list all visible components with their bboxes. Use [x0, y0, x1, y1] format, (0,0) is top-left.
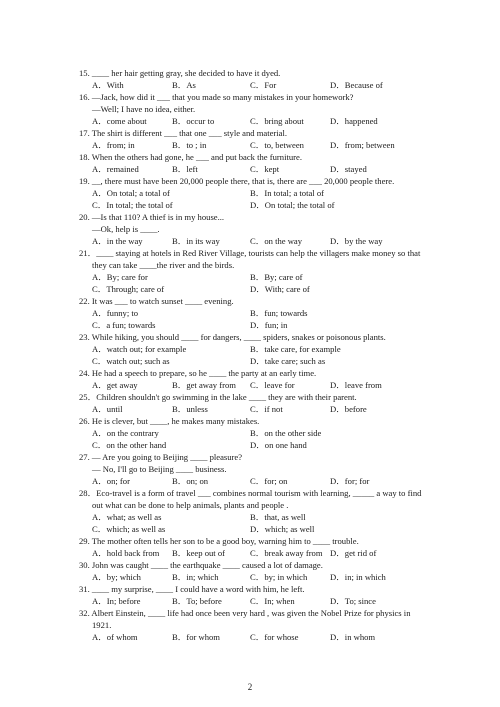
question-stem: 16. —Jack, how did it ___ that you made so many mistakes in your homework? — [79, 92, 354, 102]
option-row — [0, 571, 500, 583]
option-row — [0, 199, 500, 211]
answer-option[interactable]: D．To; since — [330, 596, 376, 606]
answer-option[interactable]: C．on the way — [250, 236, 303, 246]
question-stem: 26. He is clever, but ____, he makes many mistakes. — [79, 416, 260, 426]
answer-option[interactable]: B．take care, for example — [250, 344, 341, 354]
answer-option[interactable]: D．from; between — [330, 140, 395, 150]
question-stem: 28．Eco-travel is a form of travel ___ combines normal tourism with learning, _____ a way to find — [79, 488, 422, 498]
option-row — [0, 631, 500, 643]
answer-option[interactable]: A．get away — [92, 380, 138, 390]
option-row — [0, 235, 500, 247]
answer-option[interactable]: C．In total; the total of — [92, 200, 173, 210]
question-stem: 27. — Are you going to Beijing ____ pleasure? — [79, 452, 243, 462]
answer-option[interactable]: B．In total; a total of — [250, 188, 324, 198]
question-24 — [0, 367, 500, 391]
question-stem-continuation: —Well; I have no idea, either. — [92, 104, 196, 114]
question-stem: 20. —Is that 110? A thief is in my house... — [79, 212, 225, 222]
question-21 — [0, 247, 500, 295]
question-stem-continuation: they can take ____the river and the birds. — [92, 260, 235, 270]
question-28 — [0, 487, 500, 535]
answer-option[interactable]: D．stayed — [330, 164, 367, 174]
option-row — [0, 343, 500, 355]
question-stem: 29. The mother often tells her son to be a good boy, warning him to ____ trouble. — [79, 536, 359, 546]
answer-option[interactable]: A．By; care for — [92, 272, 148, 282]
answer-option[interactable]: C．a fun; towards — [92, 320, 156, 330]
question-32 — [0, 607, 500, 643]
question-23 — [0, 331, 500, 367]
answer-option[interactable]: B．get away from — [172, 380, 236, 390]
answer-option[interactable]: A．With — [92, 80, 124, 90]
answer-option[interactable]: A．of whom — [92, 632, 138, 642]
question-20 — [0, 211, 500, 247]
question-stem-continuation: — No, I'll go to Beijing ____ business. — [92, 464, 227, 474]
question-18 — [0, 151, 500, 175]
answer-option[interactable]: D．get rid of — [330, 548, 377, 558]
answer-option[interactable]: A．In; before — [92, 596, 141, 606]
answer-option[interactable]: D．which; as well — [250, 524, 315, 534]
option-row — [0, 115, 500, 127]
answer-option[interactable]: C．to, between — [250, 140, 304, 150]
answer-option[interactable]: A．what; as well as — [92, 512, 162, 522]
answer-option[interactable]: C．by; in which — [250, 572, 308, 582]
answer-option[interactable]: A．on; for — [92, 476, 130, 486]
question-stem: 19. __, there must have been 20,000 people there, that is, there are ___ 20,000 people there. — [79, 176, 395, 186]
answer-option[interactable]: C．which; as well as — [92, 524, 166, 534]
option-row — [0, 283, 500, 295]
answer-option[interactable]: D．happened — [330, 116, 378, 126]
option-row — [0, 271, 500, 283]
option-row — [0, 595, 500, 607]
answer-option[interactable]: A．from; in — [92, 140, 135, 150]
answer-option[interactable]: C．watch out; such as — [92, 356, 170, 366]
question-stem: 24. He had a speech to prepare, so he ____ the party at an early time. — [79, 368, 317, 378]
answer-option[interactable]: A．by; which — [92, 572, 141, 582]
answer-option[interactable]: C．if not — [250, 404, 283, 414]
answer-option[interactable]: C．Through; care of — [92, 284, 165, 294]
answer-option[interactable]: A．On total; a total of — [92, 188, 170, 198]
answer-option[interactable]: A．watch out; for example — [92, 344, 187, 354]
answer-option[interactable]: B．occur to — [172, 116, 215, 126]
answer-option[interactable]: D．before — [330, 404, 367, 414]
answer-option[interactable]: D．by the way — [330, 236, 383, 246]
question-stem-continuation: out what can be done to help animals, plants and people . — [92, 500, 289, 510]
answer-option[interactable]: D．fun; in — [250, 320, 288, 330]
answer-option[interactable]: B．left — [172, 164, 198, 174]
answer-option[interactable]: C．leave for — [250, 380, 295, 390]
question-stem: 15. ____ her hair getting gray, she decided to have it dyed. — [79, 68, 281, 78]
answer-option[interactable]: A．on the contrary — [92, 428, 159, 438]
question-stem: 30. John was caught ____ the earthquake ____ caused a lot of damage. — [79, 560, 323, 570]
question-17 — [0, 127, 500, 151]
answer-option[interactable]: D．With; care of — [250, 284, 310, 294]
answer-option[interactable]: B．in; which — [172, 572, 219, 582]
answer-option[interactable]: A．in the way — [92, 236, 143, 246]
option-row — [0, 355, 500, 367]
answer-option[interactable]: B．As — [172, 80, 196, 90]
answer-option[interactable]: C．kept — [250, 164, 280, 174]
answer-option[interactable]: D．leave from — [330, 380, 382, 390]
answer-option[interactable]: C．In; when — [250, 596, 295, 606]
answer-option[interactable]: A．remained — [92, 164, 139, 174]
answer-option[interactable]: B．fun; towards — [250, 308, 308, 318]
answer-option[interactable]: D．on one hand — [250, 440, 307, 450]
answer-option[interactable]: A．come about — [92, 116, 147, 126]
question-30 — [0, 559, 500, 583]
answer-option[interactable]: B．keep out of — [172, 548, 225, 558]
answer-option[interactable]: C．for whose — [250, 632, 299, 642]
option-row — [0, 403, 500, 415]
question-stem: 17. The shirt is different ___ that one ___ style and material. — [79, 128, 288, 138]
option-row — [0, 427, 500, 439]
answer-option[interactable]: B．on the other side — [250, 428, 322, 438]
question-stem: 32. Albert Einstein, ____ life had once been very hard , was given the Nobel Prize for physics in — [79, 608, 411, 618]
question-16 — [0, 91, 500, 127]
option-row — [0, 307, 500, 319]
option-row — [0, 187, 500, 199]
answer-option[interactable]: C．for; on — [250, 476, 288, 486]
answer-option[interactable]: B．To; before — [172, 596, 222, 606]
answer-option[interactable]: D．in; in which — [330, 572, 386, 582]
question-15 — [0, 67, 500, 91]
question-26 — [0, 415, 500, 451]
answer-option[interactable]: B．in its way — [172, 236, 220, 246]
answer-option[interactable]: B．that, as well — [250, 512, 306, 522]
question-25 — [0, 391, 500, 415]
option-row — [0, 139, 500, 151]
question-stem: 25．Children shouldn't go swimming in the lake ____ they are with their parent. — [79, 392, 357, 402]
answer-option[interactable]: C．bring about — [250, 116, 304, 126]
answer-option[interactable]: D．in whom — [330, 632, 376, 642]
option-row — [0, 79, 500, 91]
answer-option[interactable]: D．for; for — [330, 476, 370, 486]
option-row — [0, 439, 500, 451]
answer-option[interactable]: C．break away from — [250, 548, 323, 558]
page-number: 2 — [247, 682, 253, 692]
answer-option[interactable]: D．On total; the total of — [250, 200, 335, 210]
option-row — [0, 475, 500, 487]
question-31 — [0, 583, 500, 607]
option-row — [0, 319, 500, 331]
answer-option[interactable]: A．funny; to — [92, 308, 139, 318]
answer-option[interactable]: D．take care; such as — [250, 356, 326, 366]
question-stem: 18. When the others had gone, he ___ and put back the furniture. — [79, 152, 302, 162]
option-row — [0, 379, 500, 391]
answer-option[interactable]: B．By; care of — [250, 272, 303, 282]
option-row — [0, 511, 500, 523]
question-stem: 21．____ staying at hotels in Red River Village, tourists can help the villagers make money so that — [79, 248, 421, 258]
answer-option[interactable]: A．until — [92, 404, 123, 414]
question-stem: 31. ____ my surprise, ____ I could have a word with him, he left. — [79, 584, 305, 594]
question-stem-continuation: —Ok, help is ____. — [92, 224, 160, 234]
question-22 — [0, 295, 500, 331]
answer-option[interactable]: C．For — [250, 80, 277, 90]
answer-option[interactable]: B．to ; in — [172, 140, 207, 150]
question-stem: 22. It was ___ to watch sunset ____ evening. — [79, 296, 234, 306]
question-stem: 23. While hiking, you should ____ for dangers, ____ spiders, snakes or poisonous plants. — [79, 332, 386, 342]
question-stem-continuation: 1921. — [92, 620, 112, 630]
answer-option[interactable]: B．unless — [172, 404, 208, 414]
question-19 — [0, 175, 500, 211]
option-row — [0, 547, 500, 559]
question-27 — [0, 451, 500, 487]
question-29 — [0, 535, 500, 559]
option-row — [0, 523, 500, 535]
answer-option[interactable]: B．on; on — [172, 476, 209, 486]
answer-option[interactable]: D．Because of — [330, 80, 383, 90]
option-row — [0, 163, 500, 175]
answer-option[interactable]: C．on the other hand — [92, 440, 167, 450]
answer-option[interactable]: B．for whom — [172, 632, 220, 642]
answer-option[interactable]: A．hold back from — [92, 548, 160, 558]
